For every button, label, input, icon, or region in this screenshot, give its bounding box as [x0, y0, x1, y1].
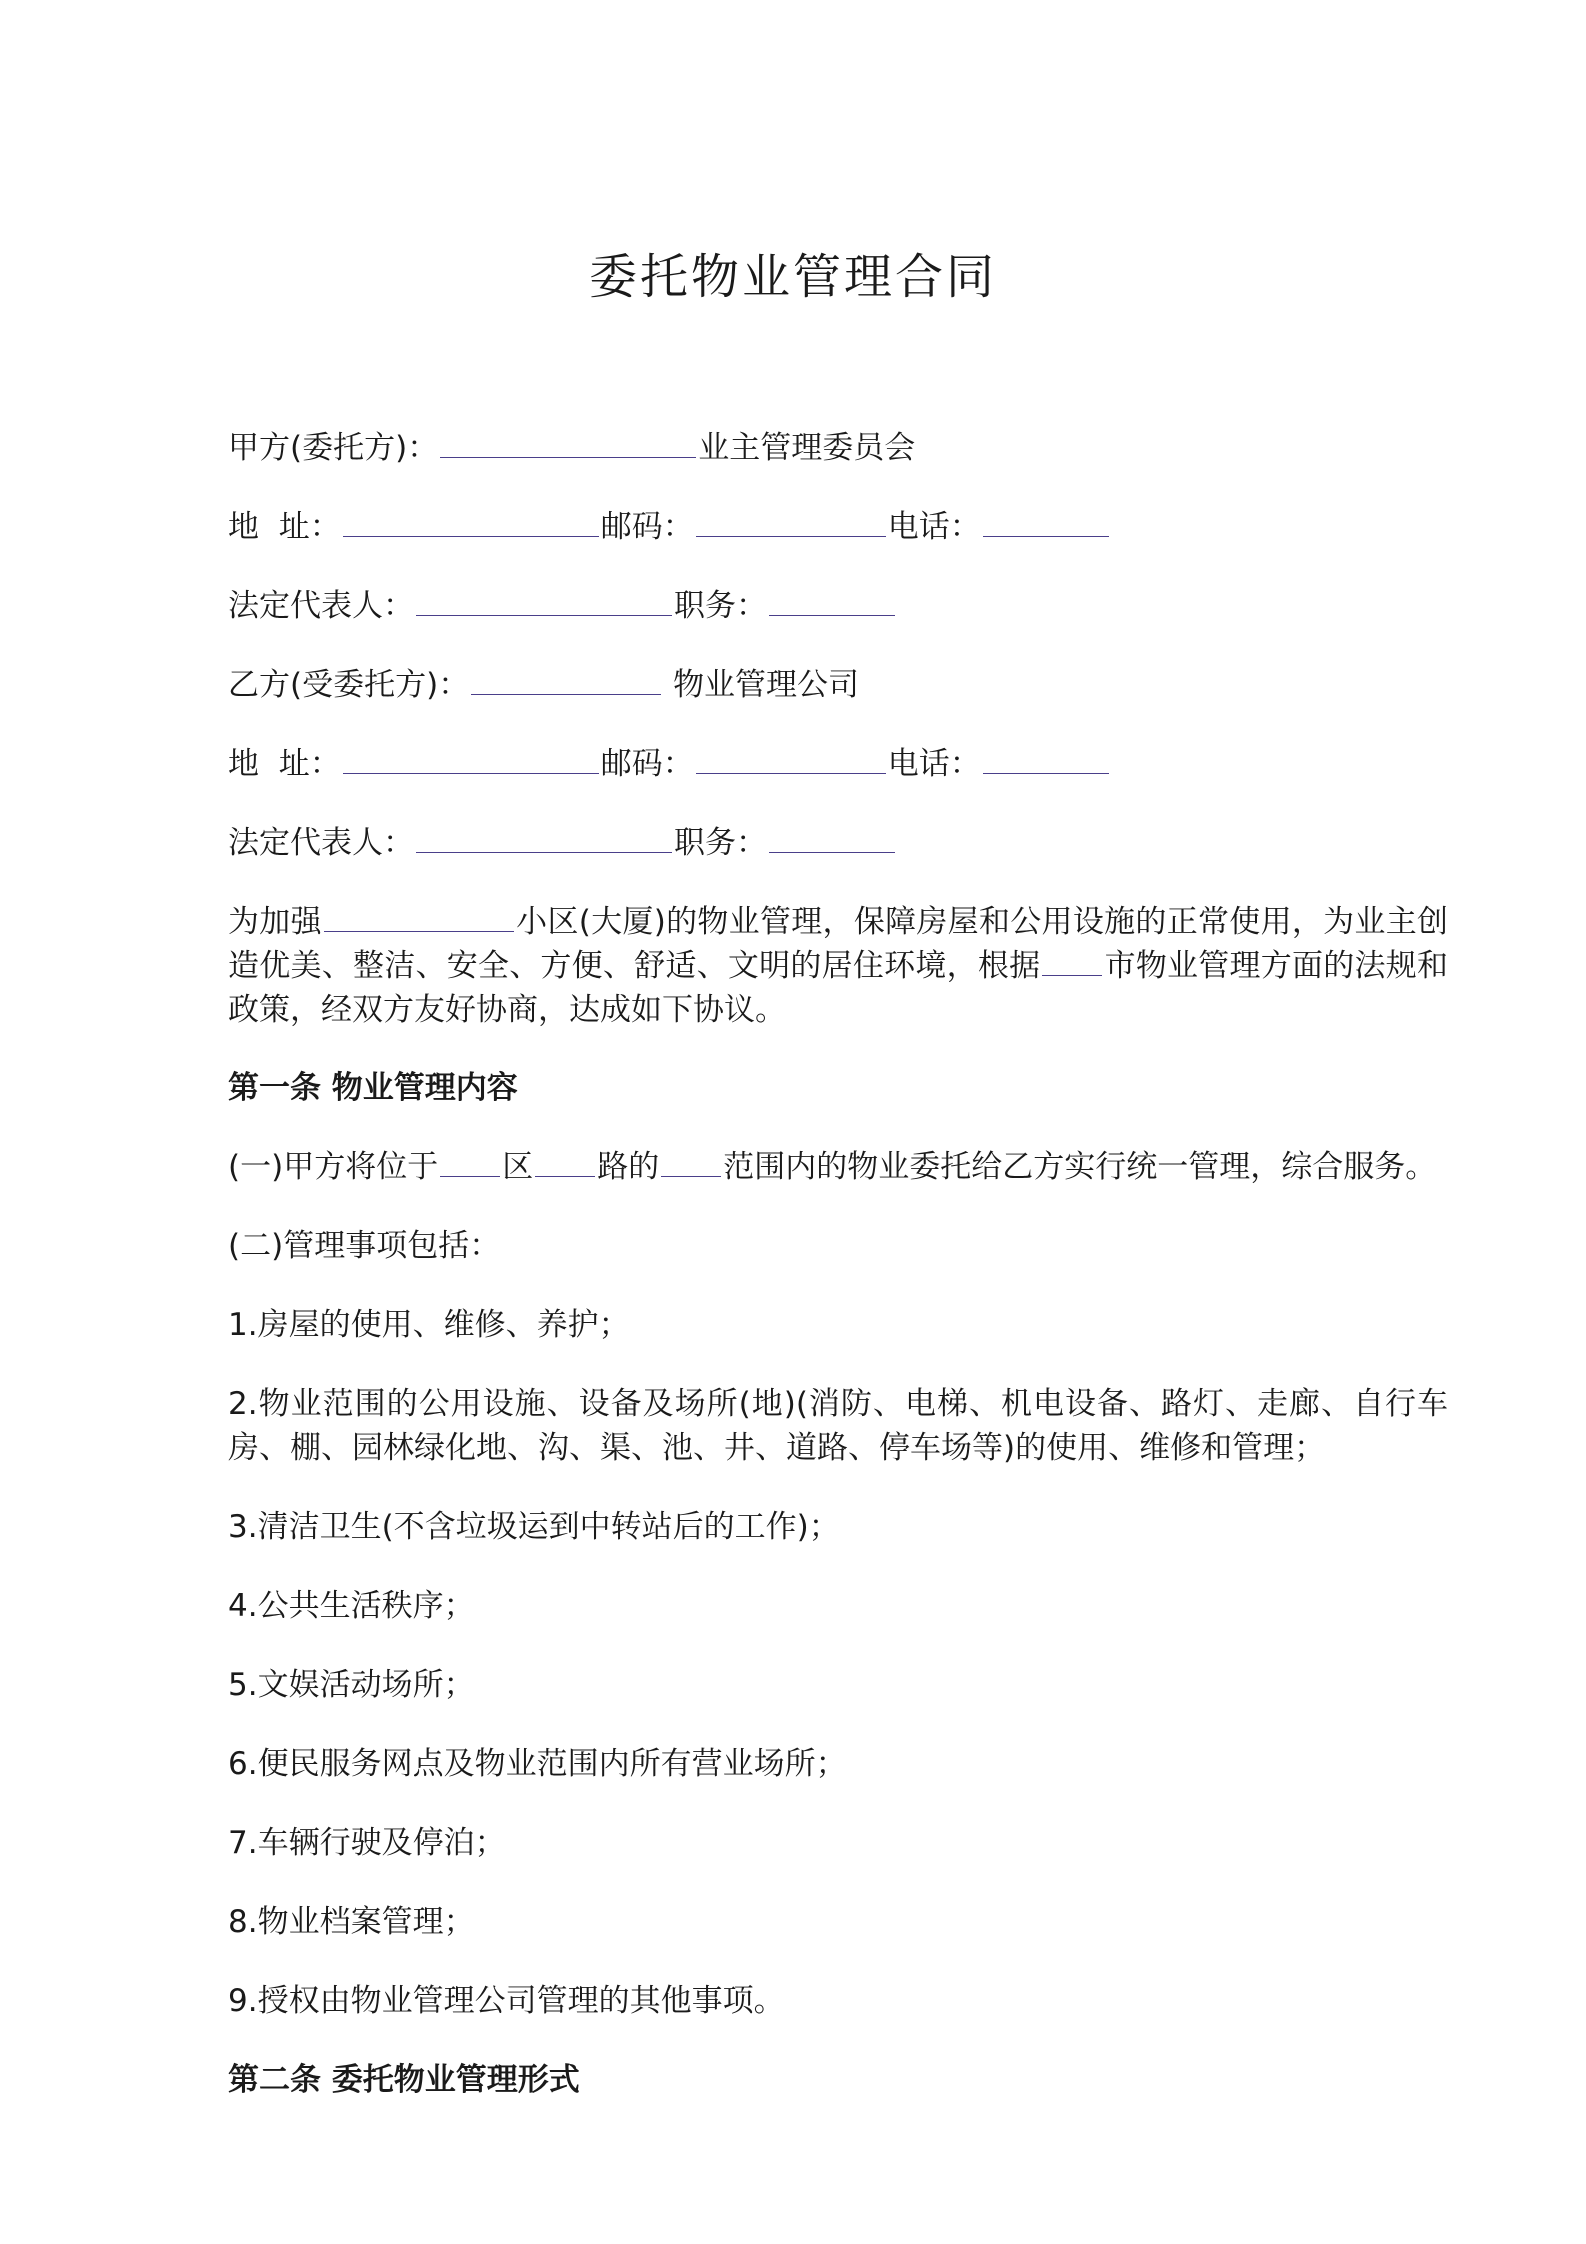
party-a-address-label: 地 址：: [228, 509, 341, 545]
article2-heading: 第二条 委托物业管理形式: [228, 2062, 580, 2098]
preamble-part3: 市物业管理方面的法规和政策，经双方友好协商，达成如下协议。: [228, 948, 1449, 1028]
article1-clause1: [228, 1145, 1448, 1189]
party-a-name-line: [228, 426, 1448, 470]
party-b-phone-blank: [983, 743, 1109, 774]
list-item: 6.便民服务网点及物业范围内所有营业场所；: [228, 1746, 847, 1782]
clause1-p2: 区: [502, 1149, 534, 1185]
party-b-rep-label: 法定代表人：: [228, 825, 414, 861]
list-item: 8.物业档案管理；: [228, 1904, 475, 1940]
party-b-name-label: 乙方(受委托方)：: [228, 667, 470, 703]
list-item: 7.车辆行驶及停泊；: [228, 1825, 506, 1861]
party-a-position-blank: [769, 585, 895, 616]
party-b-name-suffix: 物业管理公司: [673, 667, 860, 703]
party-b-address-line: [228, 742, 1448, 786]
preamble-part2: 小区(大厦)的物业管理，保障房屋和公用设施的正常使用，为业主创造优美、整洁、安全、方便、舒适、文明的居住环境，根据: [228, 904, 1449, 984]
party-a-phone-label: 电话：: [887, 509, 981, 545]
party-b-address-blank: [343, 743, 599, 774]
party-b-rep-line: [228, 821, 1448, 865]
party-a-phone-blank: [983, 506, 1109, 537]
clause1-district-blank: [440, 1146, 500, 1177]
document-title: 委托物业管理合同: [588, 249, 997, 305]
clause1-p3: 路的: [597, 1149, 660, 1185]
party-b-phone-label: 电话：: [887, 746, 981, 782]
preamble-paragraph: [228, 900, 1448, 1032]
list-item: 5.文娱活动场所；: [228, 1667, 475, 1703]
party-a-position-label: 职务：: [674, 588, 767, 624]
party-b-position-label: 职务：: [674, 825, 767, 861]
party-a-name-suffix: 业主管理委员会: [698, 430, 916, 466]
list-item: 9.授权由物业管理公司管理的其他事项。: [228, 1983, 785, 2019]
preamble-part1: 为加强: [228, 904, 322, 940]
list-item: 2.物业范围的公用设施、设备及场所(地)(消防、电梯、机电设备、路灯、走廊、自行车房、棚、园林绿化地、沟、渠、池、井、道路、停车场等)的使用、维修和管理；: [228, 1386, 1448, 1466]
party-b-name-line: [228, 663, 1448, 707]
party-b-zip-label: 邮码：: [600, 746, 694, 782]
party-a-name-label: 甲方(委托方)：: [228, 430, 439, 466]
list-item: 3.清洁卫生(不含垃圾运到中转站后的工作)；: [228, 1509, 840, 1545]
party-b-address-label: 地 址：: [228, 746, 341, 782]
list-item: 4.公共生活秩序；: [228, 1588, 475, 1624]
article1-heading: 第一条 物业管理内容: [228, 1070, 518, 1106]
preamble-complex-blank: [324, 901, 514, 932]
party-a-address-blank: [343, 506, 599, 537]
party-a-rep-blank: [416, 585, 672, 616]
list-item: 1.房屋的使用、维修、养护；: [228, 1307, 630, 1343]
party-a-name-blank: [440, 427, 696, 458]
article1-clause2: (二)管理事项包括：: [228, 1228, 501, 1264]
party-a-zip-label: 邮码：: [600, 509, 694, 545]
party-b-rep-blank: [416, 822, 672, 853]
clause1-p1: (一)甲方将位于: [228, 1149, 439, 1185]
party-a-zip-blank: [696, 506, 886, 537]
party-a-rep-line: [228, 584, 1448, 628]
party-b-name-blank: [471, 664, 661, 695]
party-b-position-blank: [769, 822, 895, 853]
party-b-zip-blank: [696, 743, 886, 774]
clause1-road-blank: [535, 1146, 595, 1177]
clause1-range-blank: [661, 1146, 721, 1177]
party-a-address-line: [228, 505, 1448, 549]
preamble-city-blank: [1042, 945, 1102, 976]
party-a-rep-label: 法定代表人：: [228, 588, 414, 624]
clause1-p4: 范围内的物业委托给乙方实行统一管理，综合服务。: [723, 1149, 1437, 1185]
